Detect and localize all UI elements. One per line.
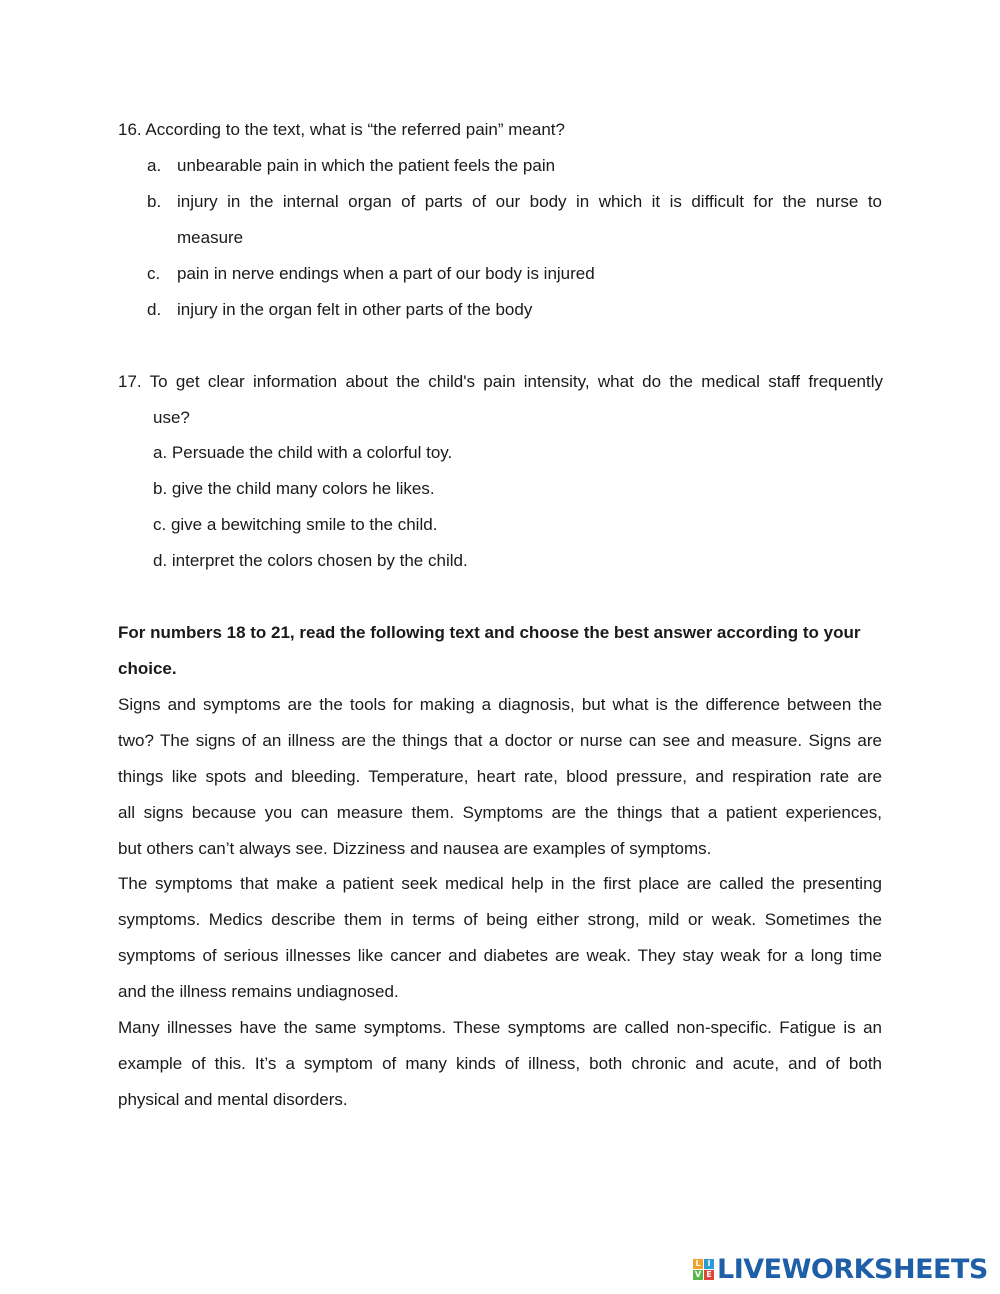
q17-option-d: d. interpret the colors chosen by the child. xyxy=(153,551,468,570)
logo-blocks-icon: L I V E xyxy=(693,1259,714,1280)
q16-option-d-letter: d. xyxy=(147,300,162,319)
passage-p3-line-2: example of this. It’s a symptom of many kinds of illness, both chronic and acute, and of both xyxy=(118,1054,882,1073)
instruction-line-1: For numbers 18 to 21, read the following text and choose the best answer according to your xyxy=(118,623,861,642)
q16-option-b-continued: measure xyxy=(177,228,244,247)
passage-p2-line-1: The symptoms that make a patient seek medical help in the first place are called the presenting xyxy=(118,874,882,893)
passage-p2-line-2: symptoms. Medics describe them in terms of being either strong, mild or weak. Sometimes the xyxy=(118,910,882,929)
q17-option-c: c. give a bewitching smile to the child. xyxy=(153,515,438,534)
passage-p1-line-5: but others can’t always see. Dizziness and nausea are examples of symptoms. xyxy=(118,839,712,858)
liveworksheets-logo xyxy=(693,1254,988,1284)
q16-option-a: unbearable pain in which the patient feels the pain xyxy=(177,156,556,175)
question-17-stem: 17. To get clear information about the child's pain intensity, what do the medical staff frequently xyxy=(118,372,883,391)
passage-p1-line-2: two? The signs of an illness are the things that a doctor or nurse can see and measure. Signs are xyxy=(118,731,882,750)
q16-option-b: injury in the internal organ of parts of our body in which it is difficult for the nurse to xyxy=(177,192,882,211)
passage-p1-line-1: Signs and symptoms are the tools for making a diagnosis, but what is the difference between the xyxy=(118,695,882,714)
question-17-stem-continued: use? xyxy=(153,408,190,427)
passage-p1-line-3: things like spots and bleeding. Temperature, heart rate, blood pressure, and respiration rate are xyxy=(118,767,882,786)
passage-p1-line-4: all signs because you can measure them. Symptoms are the things that a patient experiences, xyxy=(118,803,882,822)
passage-p3-line-1: Many illnesses have the same symptoms. These symptoms are called non-specific. Fatigue is an xyxy=(118,1018,882,1037)
q16-option-d: injury in the organ felt in other parts of the body xyxy=(177,300,533,319)
instruction-line-2: choice. xyxy=(118,659,177,678)
q17-option-a: a. Persuade the child with a colorful toy. xyxy=(153,443,453,462)
passage-p2-line-4: and the illness remains undiagnosed. xyxy=(118,982,399,1001)
logo-text: LIVEWORKSHEETS xyxy=(717,1253,988,1285)
q16-option-c: pain in nerve endings when a part of our body is injured xyxy=(177,264,595,283)
q16-option-c-letter: c. xyxy=(147,264,161,283)
q16-option-a-letter: a. xyxy=(147,156,162,175)
q16-option-b-letter: b. xyxy=(147,192,162,211)
question-16-stem: 16. According to the text, what is “the referred pain” meant? xyxy=(118,120,565,139)
passage-p2-line-3: symptoms of serious illnesses like cancer and diabetes are weak. They stay weak for a long time xyxy=(118,946,882,965)
q17-option-b: b. give the child many colors he likes. xyxy=(153,479,435,498)
passage-p3-line-3: physical and mental disorders. xyxy=(118,1090,348,1109)
